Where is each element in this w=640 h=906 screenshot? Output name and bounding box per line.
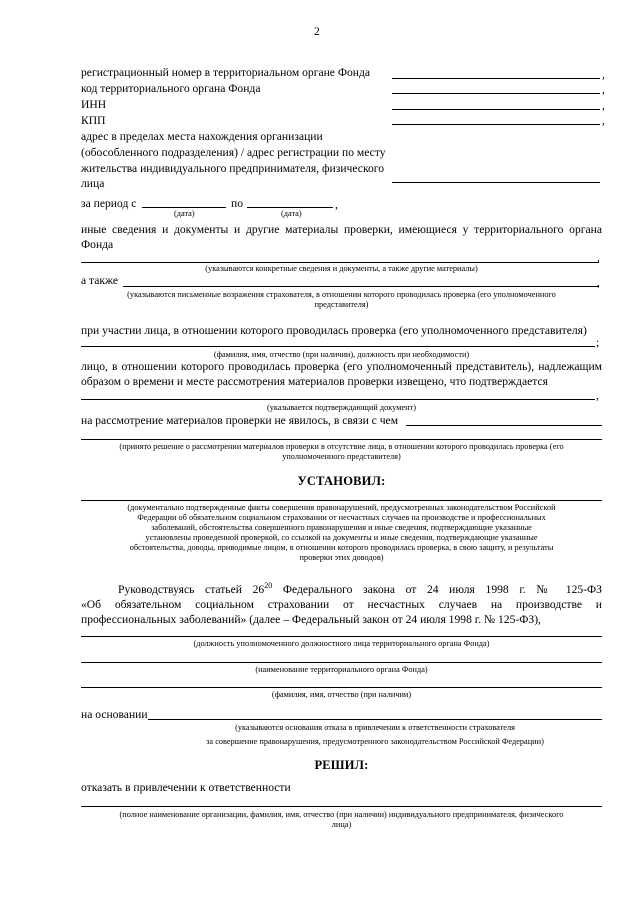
comma: ,: [597, 276, 600, 289]
notified-line-2: образом о времени и месте рассмотрения материалов проверки извещено, что подтверждается: [81, 375, 548, 388]
period-prefix: за период с: [81, 197, 137, 210]
basis-label: на основании: [81, 708, 148, 721]
inn-label: ИНН: [81, 98, 107, 111]
notified-line-1: лицо, в отношении которого проводилась проверка (его уполномоченный представитель), надлежащим: [81, 360, 602, 373]
established-field[interactable]: [81, 500, 602, 501]
reg-number-field[interactable]: [392, 78, 600, 79]
basis-hint-1: (указываются основания отказа в привлечении к ответственности страхователя: [235, 723, 515, 732]
period-from-field[interactable]: [142, 207, 226, 208]
other-info-hint: (указываются конкретные сведения и документы, а также другие материалы): [205, 264, 478, 273]
decided-hint-1: (полное наименование организации, фамилия, имя, отчество (при наличии) индивидуального предпринимателя, физического: [119, 810, 564, 819]
other-info-field[interactable]: [81, 262, 599, 263]
position-hint: (должность уполномоченного должностного лица территориального органа Фонда): [193, 639, 490, 648]
address-label-3: жительства индивидуального предпринимателя, физического: [81, 162, 385, 175]
guided-line-2: «Об обязательном социальном страховании от несчастных случаев на производстве и: [81, 598, 602, 611]
other-info-line-1: иные сведения и документы и другие материалы проверки, имеющиеся у территориального органа: [81, 223, 602, 236]
position-field[interactable]: [81, 636, 602, 637]
established-hint-5: установлены проведенной проверкой, со ссылкой на документы и иные сведения, подтверждающие указанные: [145, 533, 538, 542]
address-label-4: лица: [81, 177, 105, 190]
date-hint-from: (дата): [174, 209, 195, 218]
participation-hint: (фамилия, имя, отчество (при наличии), должность при необходимости): [213, 350, 470, 359]
absence-text: на рассмотрение материалов проверки не явилось, в связи с чем: [81, 414, 399, 427]
participation-text: при участии лица, в отношении которого проводилась проверка (его уполномоченного представителя): [81, 324, 587, 337]
semicolon: ;: [596, 336, 600, 349]
territorial-code-label: код территориального органа Фонда: [81, 82, 261, 95]
decided-heading: РЕШИЛ:: [314, 758, 369, 772]
established-heading: УСТАНОВИЛ:: [297, 474, 386, 488]
also-hint-2: представителя): [314, 300, 369, 309]
participation-field[interactable]: [81, 346, 595, 347]
comma: ,: [602, 99, 605, 112]
period-middle: по: [231, 197, 244, 210]
page-number: 2: [314, 25, 320, 38]
basis-field[interactable]: [148, 719, 602, 720]
basis-hint-2: за совершение правонарушения, предусмотренного законодательством Российской Федерации): [206, 737, 544, 746]
decided-text: отказать в привлечении к ответственности: [81, 781, 291, 794]
absence-hint-1: (принято решение о рассмотрении материалов проверки в отсутствие лица, в отношении которого проводилась проверка (его: [119, 442, 564, 451]
established-hint-6: обстоятельства, доводы, приводимые лицом, в отношении которого проводилась проверка, в свою защиту, и результаты: [129, 543, 554, 552]
reg-number-label: регистрационный номер в территориальном органе Фонда: [81, 66, 371, 79]
also-field[interactable]: [123, 286, 599, 287]
name-hint: (фамилия, имя, отчество (при наличии): [271, 690, 412, 699]
kpp-field[interactable]: [392, 124, 600, 125]
established-hint-7: проверки этих доводов): [299, 553, 384, 562]
org-field[interactable]: [81, 662, 602, 663]
comma: ,: [597, 251, 600, 264]
absence-field-2[interactable]: [81, 439, 602, 440]
notified-hint: (указывается подтверждающий документ): [267, 403, 416, 412]
decided-hint-2: лица): [331, 820, 352, 829]
comma: ,: [602, 114, 605, 127]
comma: ,: [602, 83, 605, 96]
period-to-field[interactable]: [247, 207, 333, 208]
also-label: а также: [81, 274, 119, 287]
notified-field[interactable]: [81, 399, 595, 400]
guided-line-1: Руководствуясь статьей $26^{20}$ Федерального закона от 24 июля 1998 г. № 125-ФЗ: [118, 581, 602, 596]
org-hint: (наименование территориального органа Фонда): [255, 665, 428, 674]
absence-hint-2: уполномоченного представителя): [282, 452, 401, 461]
name-field[interactable]: [81, 687, 602, 688]
address-label-1: адрес в пределах места нахождения организации: [81, 130, 323, 143]
established-hint-1: (документально подтвержденные факты совершения правонарушений, предусмотренных законодательством Российской: [127, 503, 556, 512]
comma: ,: [335, 198, 338, 211]
decided-field[interactable]: [81, 806, 602, 807]
other-info-line-2: Фонда: [81, 238, 114, 251]
guided-line-3: профессиональных заболеваний» (далее – Федеральный закон от 24 июля 1998 г. № 125-ФЗ),: [81, 613, 541, 626]
absence-field-1[interactable]: [406, 425, 602, 426]
address-field[interactable]: [392, 182, 600, 183]
established-hint-2: Федерации об обязательном социальном страховании от несчастных случаев на производстве и профессиональных: [137, 513, 546, 522]
address-label-2: (обособленного подразделения) / адрес регистрации по месту: [81, 146, 386, 159]
comma: ,: [602, 68, 605, 81]
established-hint-3: заболеваний, обстоятельства совершенного правонарушения и иные сведения, подтверждающие указанные: [151, 523, 532, 532]
comma: ,: [596, 389, 599, 402]
territorial-code-field[interactable]: [392, 93, 600, 94]
inn-field[interactable]: [392, 109, 600, 110]
date-hint-to: (дата): [281, 209, 302, 218]
kpp-label: КПП: [81, 114, 106, 127]
also-hint-1: (указываются письменные возражения страхователя, в отношении которого проводилась проверка (его уполномоченного: [127, 290, 556, 299]
